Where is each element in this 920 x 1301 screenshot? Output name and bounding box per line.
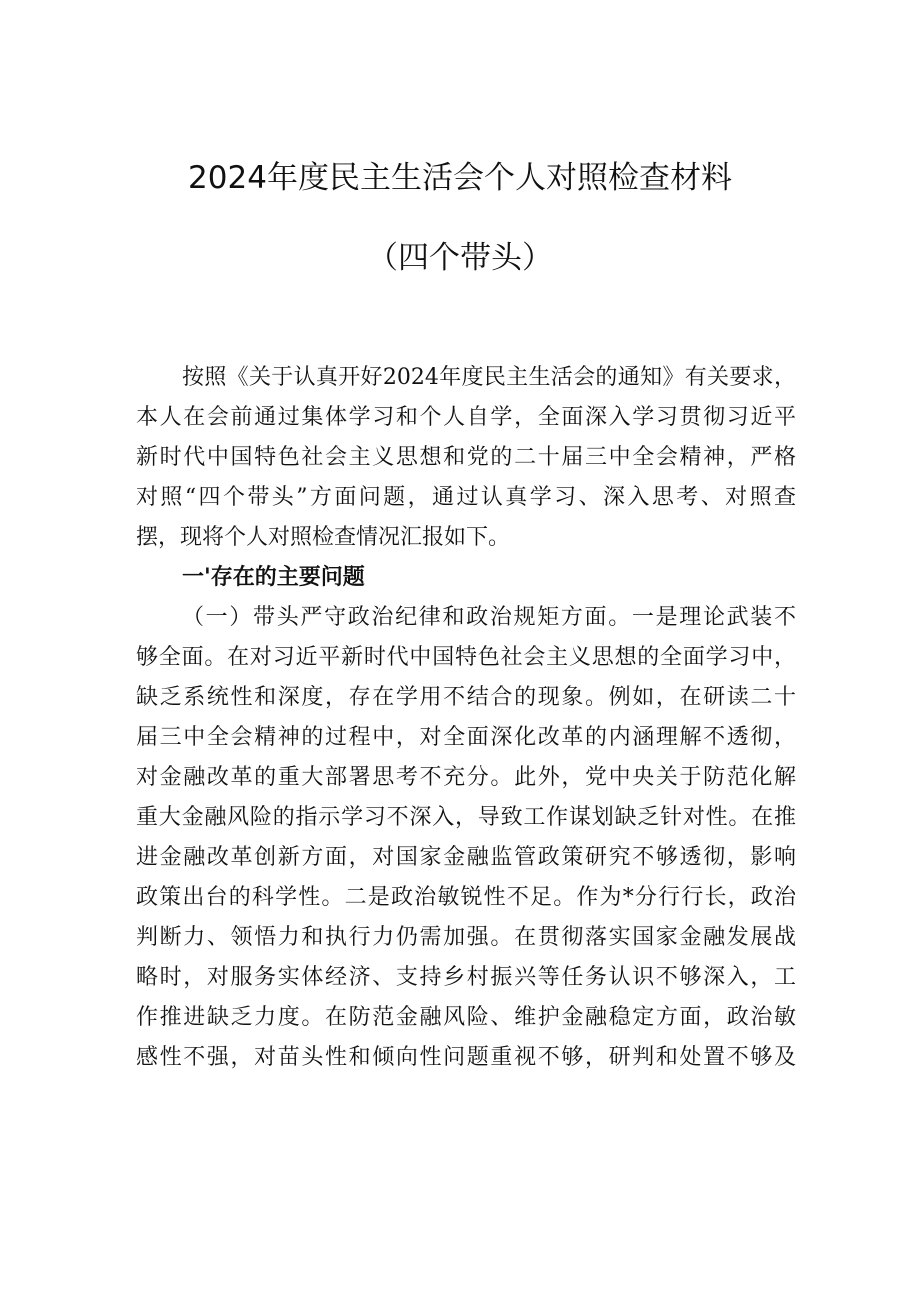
intro-line-3: 新时代中国特色社会主义思想和党的二十届三中全会精神，严格 bbox=[136, 445, 796, 470]
section1-line-10: 略时，对服务实体经济、支持乡村振兴等任务认识不够深入，工 bbox=[136, 965, 796, 990]
section-heading: 一'存在的主要问题 bbox=[182, 565, 365, 590]
section1-line-8: 政策出台的科学性。二是政治敏锐性不足。作为*分行行长，政治 bbox=[136, 885, 796, 910]
intro-line-5: 摆，现将个人对照检查情况汇报如下。 bbox=[136, 525, 511, 550]
document-subtitle: （四个带头） bbox=[367, 240, 553, 276]
section1-line-9: 判断力、领悟力和执行力仍需加强。在贯彻落实国家金融发展战 bbox=[136, 925, 796, 950]
section1-line-3: 缺乏系统性和深度，存在学用不结合的现象。例如，在研读二十 bbox=[136, 685, 796, 710]
document-title: 2024年度民主生活会个人对照检查材料 bbox=[188, 160, 732, 196]
section1-line-7: 进金融改革创新方面，对国家金融监管政策研究不够透彻，影响 bbox=[136, 845, 796, 870]
section1-line-12: 感性不强，对苗头性和倾向性问题重视不够，研判和处置不够及 bbox=[136, 1045, 796, 1070]
intro-line-4: 对照“四个带头”方面问题，通过认真学习、深入思考、对照查 bbox=[136, 485, 796, 510]
section1-line-4: 届三中全会精神的过程中，对全面深化改革的内涵理解不透彻， bbox=[136, 725, 796, 750]
intro-line-1: 按照《关于认真开好2024年度民主生活会的通知》有关要求， bbox=[182, 365, 796, 390]
section1-line-6: 重大金融风险的指示学习不深入，导致工作谋划缺乏针对性。在推 bbox=[136, 805, 796, 830]
section1-line-2: 够全面。在对习近平新时代中国特色社会主义思想的全面学习中， bbox=[136, 645, 796, 670]
section1-line-11: 作推进缺乏力度。在防范金融风险、维护金融稳定方面，政治敏 bbox=[136, 1005, 796, 1030]
intro-line-2: 本人在会前通过集体学习和个人自学，全面深入学习贯彻习近平 bbox=[136, 405, 796, 430]
section1-line-1: （一）带头严守政治纪律和政治规矩方面。一是理论武装不 bbox=[182, 605, 796, 630]
section1-line-5: 对金融改革的重大部署思考不充分。此外，党中央关于防范化解 bbox=[136, 765, 796, 790]
